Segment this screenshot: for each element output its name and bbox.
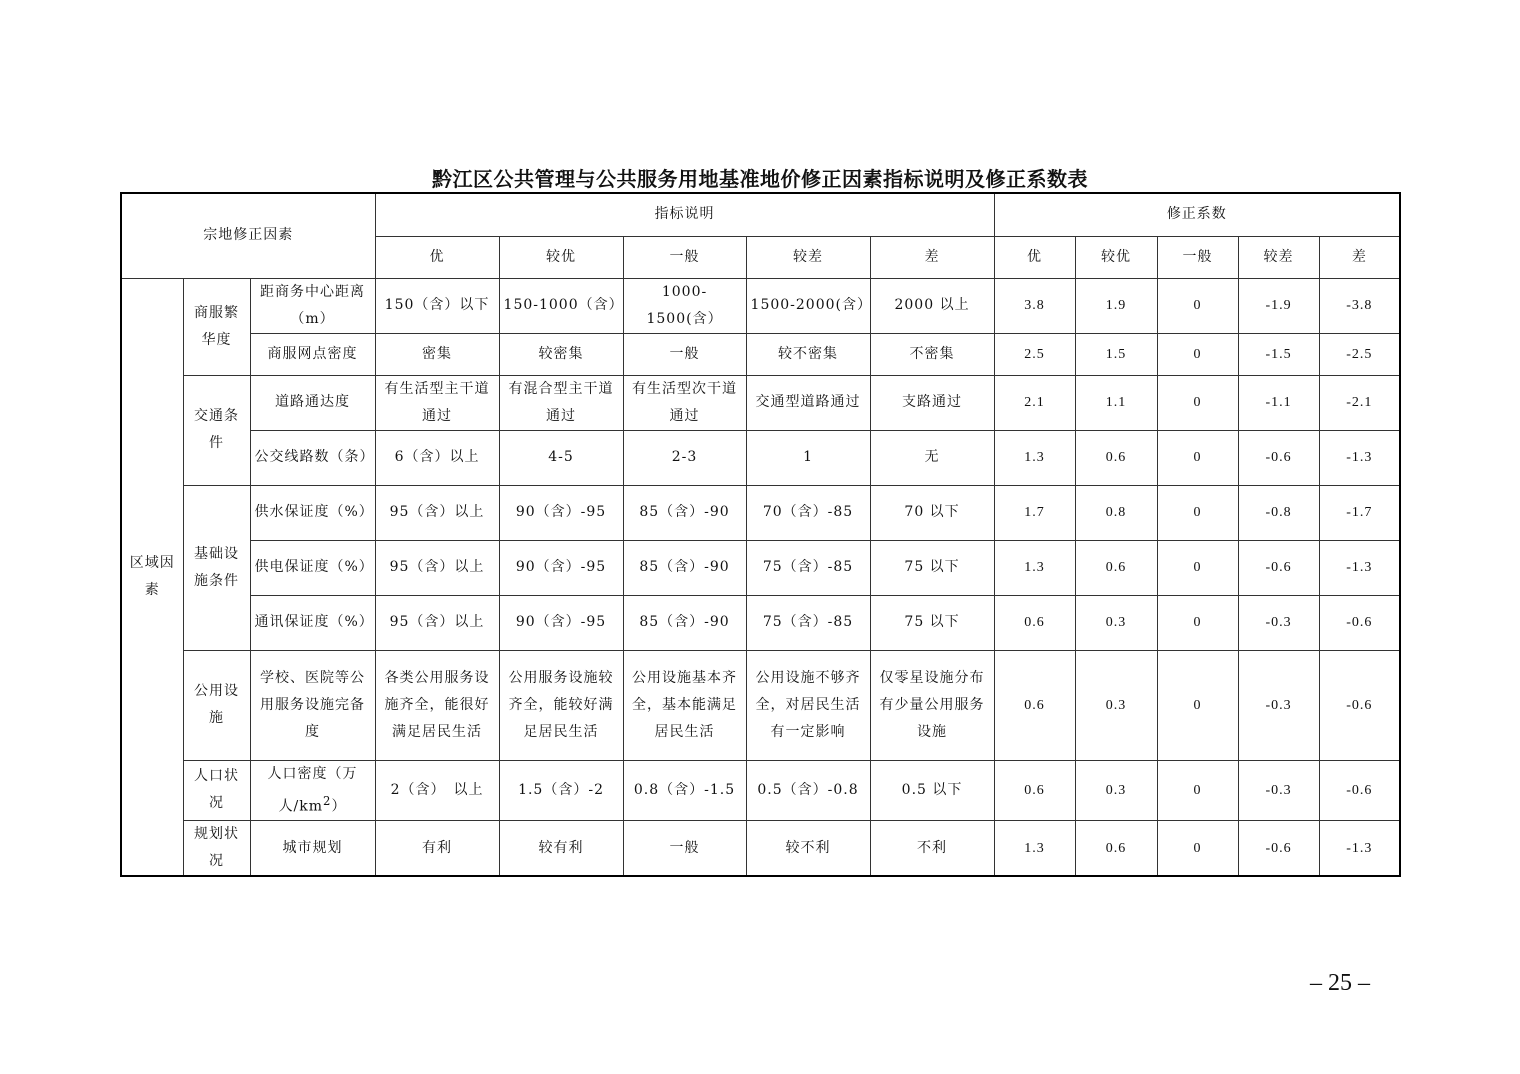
- header-factor: 宗地修正因素: [121, 193, 375, 278]
- coef-cell: -0.6: [1238, 430, 1319, 485]
- coef-cell: -1.1: [1238, 375, 1319, 430]
- header-coef: 修正系数: [994, 193, 1400, 236]
- coef-cell: 0: [1157, 485, 1238, 540]
- desc-cell: 不密集: [870, 333, 994, 375]
- factor-name: 城市规划: [250, 821, 375, 877]
- factor-name: 距商务中心距离（m）: [250, 278, 375, 333]
- desc-cell: 85（含）-90: [623, 595, 746, 650]
- group-commerce: 商服繁华度: [183, 278, 250, 375]
- factor-name: 学校、医院等公用服务设施完备度: [250, 650, 375, 760]
- coef-cell: -1.3: [1319, 821, 1400, 877]
- factor-name: 供水保证度（%）: [250, 485, 375, 540]
- header-coef-level: 一般: [1157, 236, 1238, 278]
- header-desc-level: 差: [870, 236, 994, 278]
- coef-cell: -0.6: [1319, 650, 1400, 760]
- header-desc-level: 较差: [746, 236, 870, 278]
- desc-cell: 0.5 以下: [870, 760, 994, 821]
- desc-cell: 150（含）以下: [375, 278, 499, 333]
- desc-cell: 不利: [870, 821, 994, 877]
- desc-cell: 无: [870, 430, 994, 485]
- desc-cell: 75（含）-85: [746, 595, 870, 650]
- coef-cell: 2.5: [994, 333, 1075, 375]
- table-row: [121, 485, 1400, 540]
- coef-cell: -1.5: [1238, 333, 1319, 375]
- coef-cell: 1.3: [994, 430, 1075, 485]
- coef-cell: 0.3: [1075, 650, 1157, 760]
- coef-cell: -3.8: [1319, 278, 1400, 333]
- coef-cell: -0.6: [1238, 821, 1319, 877]
- coef-cell: 2.1: [994, 375, 1075, 430]
- table-row: [121, 278, 1400, 333]
- desc-cell: 一般: [623, 333, 746, 375]
- coef-cell: 0.3: [1075, 760, 1157, 821]
- coef-cell: 0.6: [994, 760, 1075, 821]
- coef-cell: 0.6: [994, 650, 1075, 760]
- coef-cell: -0.3: [1238, 595, 1319, 650]
- desc-cell: 2（含） 以上: [375, 760, 499, 821]
- desc-cell: 一般: [623, 821, 746, 877]
- coef-cell: 0: [1157, 333, 1238, 375]
- coef-cell: 0.6: [1075, 540, 1157, 595]
- desc-cell: 1.5（含）-2: [499, 760, 623, 821]
- header-desc-level: 较优: [499, 236, 623, 278]
- group-infra: 基础设施条件: [183, 485, 250, 650]
- coef-cell: 1.7: [994, 485, 1075, 540]
- desc-cell: 公用设施基本齐全，基本能满足居民生活: [623, 650, 746, 760]
- factor-name: 供电保证度（%）: [250, 540, 375, 595]
- desc-cell: 较密集: [499, 333, 623, 375]
- factor-name-population-density: [250, 760, 375, 821]
- coef-cell: 0: [1157, 760, 1238, 821]
- table-row: [121, 595, 1400, 650]
- desc-cell: 有生活型次干道通过: [623, 375, 746, 430]
- factor-name: 商服网点密度: [250, 333, 375, 375]
- table-row: [121, 333, 1400, 375]
- table-row: [121, 821, 1400, 877]
- group-planning: 规划状况: [183, 821, 250, 877]
- header-coef-level: 优: [994, 236, 1075, 278]
- desc-cell: 有生活型主干道通过: [375, 375, 499, 430]
- coef-cell: 0: [1157, 278, 1238, 333]
- page-number: – 25 –: [1310, 970, 1370, 996]
- desc-cell: 1000-1500(含）: [623, 278, 746, 333]
- coef-cell: 1.1: [1075, 375, 1157, 430]
- factor-name: 道路通达度: [250, 375, 375, 430]
- header-coef-level: 差: [1319, 236, 1400, 278]
- coef-cell: 0.6: [1075, 430, 1157, 485]
- correction-factor-table: [120, 192, 1401, 877]
- header-indicator-desc: 指标说明: [375, 193, 994, 236]
- desc-cell: 公用服务设施较齐全，能较好满足居民生活: [499, 650, 623, 760]
- desc-cell: 0.5（含）-0.8: [746, 760, 870, 821]
- desc-cell: 2000 以上: [870, 278, 994, 333]
- desc-cell: 85（含）-90: [623, 485, 746, 540]
- header-desc-level: 一般: [623, 236, 746, 278]
- factor-name: 通讯保证度（%）: [250, 595, 375, 650]
- coef-cell: -1.3: [1319, 430, 1400, 485]
- coef-cell: 1.5: [1075, 333, 1157, 375]
- factor-text: ）: [331, 798, 347, 815]
- coef-cell: -0.6: [1238, 540, 1319, 595]
- coef-cell: 0.6: [1075, 821, 1157, 877]
- desc-cell: 各类公用服务设施齐全，能很好满足居民生活: [375, 650, 499, 760]
- desc-cell: 75（含）-85: [746, 540, 870, 595]
- desc-cell: 较不密集: [746, 333, 870, 375]
- coef-cell: 3.8: [994, 278, 1075, 333]
- superscript: 2: [323, 793, 332, 808]
- desc-cell: 90（含）-95: [499, 595, 623, 650]
- factor-name: 公交线路数（条）: [250, 430, 375, 485]
- desc-cell: 95（含）以上: [375, 540, 499, 595]
- desc-cell: 有利: [375, 821, 499, 877]
- desc-cell: 6（含）以上: [375, 430, 499, 485]
- header-row-1: [121, 193, 1400, 236]
- group-population: 人口状况: [183, 760, 250, 821]
- desc-cell: 有混合型主干道通过: [499, 375, 623, 430]
- coef-cell: 0: [1157, 595, 1238, 650]
- desc-cell: 4-5: [499, 430, 623, 485]
- desc-cell: 90（含）-95: [499, 485, 623, 540]
- coef-cell: 0: [1157, 821, 1238, 877]
- coef-cell: 1.3: [994, 540, 1075, 595]
- coef-cell: -2.1: [1319, 375, 1400, 430]
- desc-cell: 支路通过: [870, 375, 994, 430]
- coef-cell: 1.9: [1075, 278, 1157, 333]
- header-coef-level: 较优: [1075, 236, 1157, 278]
- desc-cell: 150-1000（含）: [499, 278, 623, 333]
- table-row: [121, 430, 1400, 485]
- table-row: [121, 540, 1400, 595]
- coef-cell: -2.5: [1319, 333, 1400, 375]
- coef-cell: 0: [1157, 430, 1238, 485]
- desc-cell: 交通型道路通过: [746, 375, 870, 430]
- desc-cell: 1: [746, 430, 870, 485]
- desc-cell: 95（含）以上: [375, 485, 499, 540]
- coef-cell: 0.6: [994, 595, 1075, 650]
- header-coef-level: 较差: [1238, 236, 1319, 278]
- coef-cell: -0.8: [1238, 485, 1319, 540]
- header-desc-level: 优: [375, 236, 499, 278]
- desc-cell: 公用设施不够齐全，对居民生活有一定影响: [746, 650, 870, 760]
- coef-cell: 1.3: [994, 821, 1075, 877]
- coef-cell: -1.9: [1238, 278, 1319, 333]
- coef-cell: 0: [1157, 540, 1238, 595]
- desc-cell: 0.8（含）-1.5: [623, 760, 746, 821]
- desc-cell: 密集: [375, 333, 499, 375]
- table-row: [121, 650, 1400, 760]
- coef-cell: -1.3: [1319, 540, 1400, 595]
- coef-cell: -0.3: [1238, 760, 1319, 821]
- desc-cell: 仅零星设施分布有少量公用服务设施: [870, 650, 994, 760]
- group-public: 公用设施: [183, 650, 250, 760]
- coef-cell: 0.3: [1075, 595, 1157, 650]
- desc-cell: 2-3: [623, 430, 746, 485]
- desc-cell: 70 以下: [870, 485, 994, 540]
- desc-cell: 较有利: [499, 821, 623, 877]
- coef-cell: 0: [1157, 375, 1238, 430]
- coef-cell: -1.7: [1319, 485, 1400, 540]
- table-row: [121, 375, 1400, 430]
- coef-cell: 0: [1157, 650, 1238, 760]
- region-factor-label: 区域因素: [121, 278, 183, 876]
- coef-cell: -0.6: [1319, 595, 1400, 650]
- desc-cell: 1500-2000(含）: [746, 278, 870, 333]
- coef-cell: -0.3: [1238, 650, 1319, 760]
- desc-cell: 90（含）-95: [499, 540, 623, 595]
- desc-cell: 75 以下: [870, 540, 994, 595]
- table-row: [121, 760, 1400, 821]
- table-title: 黔江区公共管理与公共服务用地基准地价修正因素指标说明及修正系数表: [432, 167, 1088, 191]
- factor-text: 人口密度（万人/km: [267, 765, 358, 815]
- desc-cell: 75 以下: [870, 595, 994, 650]
- desc-cell: 较不利: [746, 821, 870, 877]
- coef-cell: 0.8: [1075, 485, 1157, 540]
- desc-cell: 85（含）-90: [623, 540, 746, 595]
- coef-cell: -0.6: [1319, 760, 1400, 821]
- desc-cell: 95（含）以上: [375, 595, 499, 650]
- desc-cell: 70（含）-85: [746, 485, 870, 540]
- group-traffic: 交通条件: [183, 375, 250, 485]
